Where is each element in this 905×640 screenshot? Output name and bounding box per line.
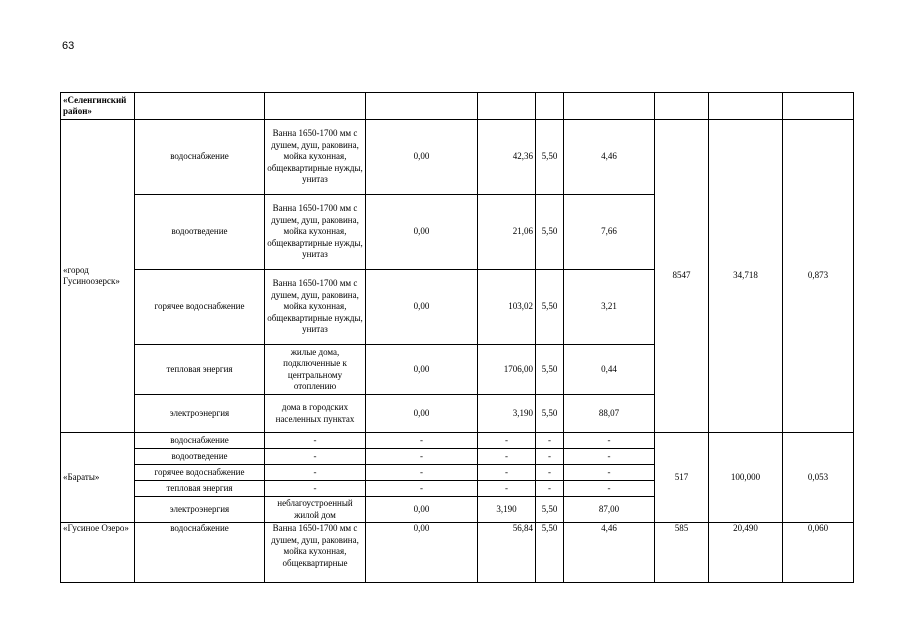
service-name: водоснабжение bbox=[135, 523, 265, 583]
value-cell: 3,190 bbox=[478, 395, 536, 433]
value-cell: 56,84 bbox=[478, 523, 536, 583]
value-cell: 5,50 bbox=[536, 523, 564, 583]
value-cell: 0,060 bbox=[783, 523, 854, 583]
value-cell: 3,21 bbox=[564, 270, 655, 345]
settlement-name: «Бараты» bbox=[61, 433, 135, 523]
service-name: электроэнергия bbox=[135, 395, 265, 433]
service-name: тепловая энергия bbox=[135, 481, 265, 497]
service-description: - bbox=[265, 433, 366, 449]
value-cell: 7,66 bbox=[564, 195, 655, 270]
value-cell: 4,46 bbox=[564, 120, 655, 195]
value-cell: - bbox=[536, 465, 564, 481]
value-cell: 5,50 bbox=[536, 497, 564, 523]
settlement-name: «город Гусиноозерск» bbox=[61, 120, 135, 433]
table-row bbox=[61, 523, 854, 583]
table-row bbox=[61, 93, 854, 120]
service-name: тепловая энергия bbox=[135, 345, 265, 395]
value-cell: 0,00 bbox=[366, 195, 478, 270]
value-cell: - bbox=[564, 465, 655, 481]
service-name: горячее водоснабжение bbox=[135, 270, 265, 345]
value-cell: 34,718 bbox=[709, 120, 783, 433]
page-number: 63 bbox=[62, 40, 75, 52]
value-cell: - bbox=[478, 433, 536, 449]
service-description: жилые дома, подключенные к центральному отоплению bbox=[265, 345, 366, 395]
value-cell: 0,00 bbox=[366, 395, 478, 433]
value-cell: - bbox=[366, 449, 478, 465]
value-cell: 5,50 bbox=[536, 270, 564, 345]
table-row bbox=[61, 120, 854, 195]
value-cell: - bbox=[366, 481, 478, 497]
value-cell: 0,053 bbox=[783, 433, 854, 523]
service-description: Ванна 1650-1700 мм с душем, душ, раковина, мойка кухонная, общеквартирные нужды, унитаз bbox=[265, 195, 366, 270]
value-cell: 1706,00 bbox=[478, 345, 536, 395]
value-cell: 4,46 bbox=[564, 523, 655, 583]
value-cell: 5,50 bbox=[536, 120, 564, 195]
service-description: Ванна 1650-1700 мм с душем, душ, раковина, мойка кухонная, общеквартирные нужды, унитаз bbox=[265, 270, 366, 345]
value-cell: 0,873 bbox=[783, 120, 854, 433]
value-cell: - bbox=[478, 481, 536, 497]
service-description: Ванна 1650-1700 мм с душем, душ, раковина, мойка кухонная, общеквартирные bbox=[265, 523, 366, 583]
service-name: водоотведение bbox=[135, 449, 265, 465]
settlement-name: «Гусиное Озеро» bbox=[61, 523, 135, 583]
value-cell: 3,190 bbox=[478, 497, 536, 523]
value-cell: 20,490 bbox=[709, 523, 783, 583]
value-cell: - bbox=[536, 481, 564, 497]
tariff-table bbox=[60, 92, 854, 583]
service-name: горячее водоснабжение bbox=[135, 465, 265, 481]
value-cell: 5,50 bbox=[536, 195, 564, 270]
service-name: электроэнергия bbox=[135, 497, 265, 523]
service-description: неблагоустроенный жилой дом bbox=[265, 497, 366, 523]
value-cell: 0,00 bbox=[366, 523, 478, 583]
service-description: дома в городских населенных пунктах bbox=[265, 395, 366, 433]
value-cell: 88,07 bbox=[564, 395, 655, 433]
population-cell: 517 bbox=[655, 433, 709, 523]
value-cell: 5,50 bbox=[536, 345, 564, 395]
value-cell: 0,00 bbox=[366, 270, 478, 345]
service-description: - bbox=[265, 481, 366, 497]
population-cell: 585 bbox=[655, 523, 709, 583]
service-name: водоснабжение bbox=[135, 120, 265, 195]
value-cell: - bbox=[366, 465, 478, 481]
value-cell: 0,00 bbox=[366, 120, 478, 195]
value-cell: 103,02 bbox=[478, 270, 536, 345]
table-row bbox=[61, 433, 854, 449]
value-cell: 87,00 bbox=[564, 497, 655, 523]
value-cell: 5,50 bbox=[536, 395, 564, 433]
value-cell: 42,36 bbox=[478, 120, 536, 195]
value-cell: 21,06 bbox=[478, 195, 536, 270]
value-cell: - bbox=[478, 465, 536, 481]
value-cell: - bbox=[564, 449, 655, 465]
value-cell: - bbox=[366, 433, 478, 449]
value-cell: 0,44 bbox=[564, 345, 655, 395]
region-name: «Селенгинский район» bbox=[61, 93, 135, 120]
value-cell: - bbox=[536, 433, 564, 449]
value-cell: - bbox=[564, 433, 655, 449]
value-cell: - bbox=[564, 481, 655, 497]
service-name: водоснабжение bbox=[135, 433, 265, 449]
population-cell: 8547 bbox=[655, 120, 709, 433]
service-description: - bbox=[265, 465, 366, 481]
value-cell: 0,00 bbox=[366, 345, 478, 395]
value-cell: 0,00 bbox=[366, 497, 478, 523]
value-cell: - bbox=[478, 449, 536, 465]
service-name: водоотведение bbox=[135, 195, 265, 270]
value-cell: 100,000 bbox=[709, 433, 783, 523]
value-cell: - bbox=[536, 449, 564, 465]
service-description: - bbox=[265, 449, 366, 465]
service-description: Ванна 1650-1700 мм с душем, душ, раковина, мойка кухонная, общеквартирные нужды, унитаз bbox=[265, 120, 366, 195]
